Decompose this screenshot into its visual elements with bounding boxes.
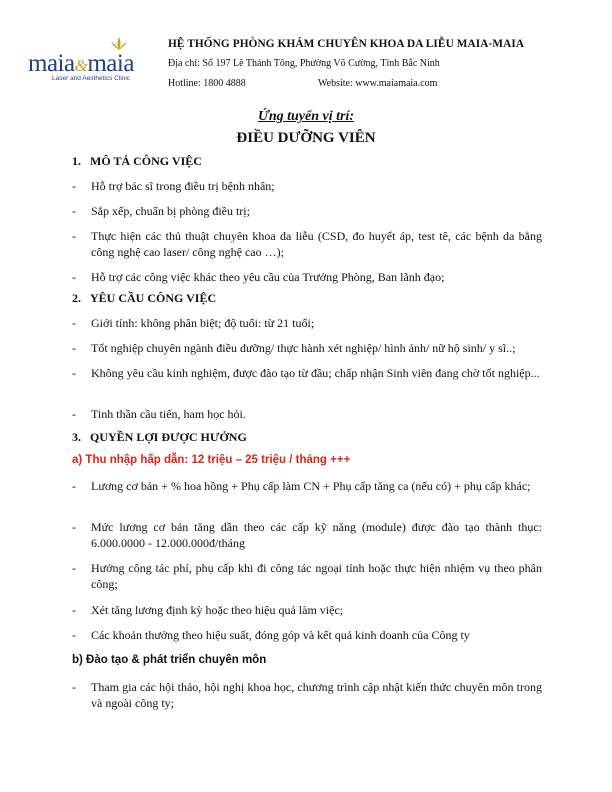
list-item: - Hưởng công tác phí, phụ cấp khi đi công tác ngoại tỉnh hoặc thực hiện nhiệm vụ theo phân công; [72, 561, 542, 591]
apply-label: Ứng tuyển vị trí: [257, 109, 355, 124]
logo-wordmark: maia&maia [28, 50, 134, 77]
list-item: - Xét tăng lương định kỳ hoặc theo hiệu quả làm việc; [72, 603, 344, 617]
clinic-logo [28, 36, 160, 86]
position-title: ĐIỀU DƯỠNG VIÊN [236, 130, 376, 146]
training-subheading: b) Đào tạo & phát triển chuyên môn [72, 654, 267, 666]
clinic-name: HỆ THỐNG PHÒNG KHÁM CHUYÊN KHOA DA LIỄU MAIA-MAIA [168, 38, 525, 50]
section-heading: 1. MÔ TẢ CÔNG VIỆC [72, 154, 202, 168]
list-item: - Mức lương cơ bản tăng dần theo các cấp kỹ năng (module) được đào tạo thành thục: 6.000.0000 - 12.000.000đ/tháng [72, 520, 542, 550]
list-item: - Sắp xếp, chuẩn bị phòng điều trị; [72, 204, 250, 218]
list-item: - Thực hiện các thủ thuật chuyên khoa da liễu (CSD, đo huyết áp, test tê, các bệnh da bằng công nghệ cao laser/ công nghệ cao …); [72, 229, 542, 259]
clinic-address: Địa chỉ: Số 197 Lê Thánh Tông, Phường Võ Cường, Tỉnh Bắc Ninh [168, 58, 440, 69]
list-item: - Không yêu cầu kinh nghiệm, được đào tạo từ đầu; chấp nhận Sinh viên đang chờ tốt nghiệp... [72, 366, 540, 380]
section-heading: 3. QUYỀN LỢI ĐƯỢC HƯỞNG [72, 430, 247, 444]
list-item: - Tốt nghiệp chuyên ngành điều dưỡng/ thực hành xét nghiệp/ hình ảnh/ nữ hộ sinh/ y sĩ..; [72, 341, 516, 355]
list-item: - Hỗ trợ các công việc khác theo yêu cầu của Trưởng Phòng, Ban lãnh đạo; [72, 270, 445, 284]
logo-tagline: Laser and Aesthetics Clinic [52, 75, 131, 82]
clinic-website: Website: www.maiamaia.com [318, 78, 438, 89]
list-item: - Hỗ trợ bác sĩ trong điều trị bệnh nhân; [72, 179, 275, 193]
list-item: - Lương cơ bản + % hoa hồng + Phụ cấp làm CN + Phụ cấp tăng ca (nếu có) + phụ cấp khác; [72, 479, 531, 493]
list-item: - Tinh thần cầu tiến, ham học hỏi. [72, 407, 246, 421]
list-item: - Giới tính: không phân biệt; độ tuổi: từ 21 tuổi; [72, 316, 315, 330]
income-subheading: a) Thu nhập hấp dẫn: 12 triệu – 25 triệu / tháng +++ [72, 454, 351, 466]
clinic-hotline: Hotline: 1800 4888 [168, 78, 246, 89]
list-item: - Tham gia các hội thảo, hội nghị khoa học, chương trình cập nhật kiến thức chuyên môn trong và ngoài công ty; [72, 680, 542, 710]
section-heading: 2. YÊU CẦU CÔNG VIỆC [72, 291, 217, 305]
list-item: - Các khoản thưởng theo hiệu suất, đóng góp và kết quả kinh doanh của Công ty [72, 628, 470, 642]
